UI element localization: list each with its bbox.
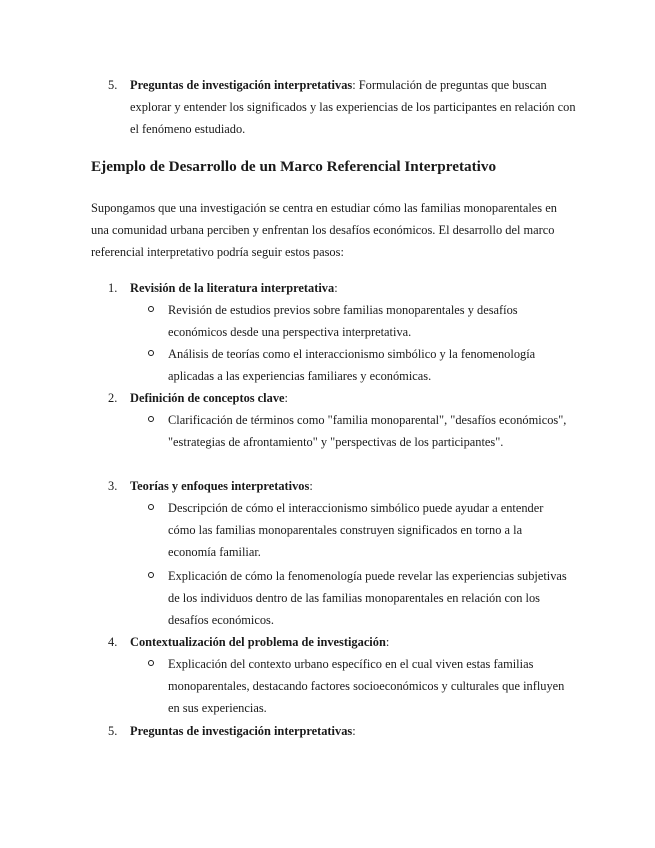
bullet-icon: [148, 504, 154, 510]
step-suffix: :: [352, 724, 356, 738]
step-4-bullet-1: [148, 653, 568, 719]
item-number: 5.: [108, 78, 118, 92]
bullet-text: Descripción de cómo el interaccionismo simbólico puede ayudar a entender cómo las familias monoparentales construyen significados en torno a la economía familiar.: [168, 501, 544, 559]
step-label: Teorías y enfoques interpretativos: [130, 479, 310, 493]
step-label: Definición de conceptos clave: [130, 391, 285, 405]
item-label: Preguntas de investigación interpretativas: [130, 78, 353, 92]
list-item: [108, 74, 578, 140]
intro-paragraph: Supongamos que una investigación se centra en estudiar cómo las familias monoparentales en una comunidad urbana perciben y enfrentan los desafíos económicos. El desarrollo del marco referencial interpretativo podría seguir estos pasos:: [91, 201, 557, 259]
bullet-icon: [148, 306, 154, 312]
step-suffix: :: [385, 635, 390, 649]
step-number: 1.: [108, 281, 118, 295]
step-item-1: [108, 277, 578, 299]
step-title: [130, 277, 578, 299]
bullet-icon: [148, 416, 154, 422]
step-suffix: :: [284, 391, 288, 405]
step-item-5: [108, 720, 578, 742]
step-1-bullet-1: [148, 299, 568, 343]
bullet-text: Explicación de cómo la fenomenología puede revelar las experiencias subjetivas de los individuos dentro de las familias monoparentales en relación con los desafíos económicos.: [168, 569, 567, 627]
step-suffix: :: [309, 479, 313, 493]
step-title: [130, 475, 578, 497]
step-1-bullet-2: [148, 343, 568, 387]
step-number: 3.: [108, 479, 118, 493]
step-3-bullet-2: [148, 565, 568, 631]
item-text: : Formulación de preguntas que buscan explorar y entender los significados y las experiencias de los participantes en relación con el fenómeno estudiado.: [130, 78, 576, 136]
section-heading: Ejemplo de Desarrollo de un Marco Referencial Interpretativo: [91, 158, 497, 175]
step-3-bullet-1: [148, 497, 568, 563]
item-body: [130, 74, 578, 140]
bullet-icon: [148, 660, 154, 666]
step-number: 2.: [108, 391, 118, 405]
step-item-4: [108, 631, 578, 653]
bullet-icon: [148, 572, 154, 578]
step-item-3: [108, 475, 578, 497]
step-title: [130, 631, 578, 653]
bullet-icon: [148, 350, 154, 356]
step-title: [130, 720, 578, 742]
bullet-text: Clarificación de términos como "familia monoparental", "desafíos económicos", "estrategias de afrontamiento" y "perspectivas de los participantes".: [168, 413, 567, 449]
step-item-2: [108, 387, 578, 409]
step-label: Contextualización del problema de investigación: [130, 635, 386, 649]
step-label: Revisión de la literatura interpretativa: [130, 281, 335, 295]
bullet-text: Explicación del contexto urbano específico en el cual viven estas familias monoparentales, destacando factores socioeconómicos y culturales que influyen en sus experiencias.: [168, 657, 565, 715]
step-2-bullet-1: [148, 409, 568, 453]
step-suffix: :: [334, 281, 338, 295]
step-title: [130, 387, 578, 409]
step-label: Preguntas de investigación interpretativas: [130, 724, 353, 738]
step-number: 5.: [108, 724, 118, 738]
step-number: 4.: [108, 635, 118, 649]
bullet-text: Revisión de estudios previos sobre familias monoparentales y desafíos económicos desde una perspectiva interpretativa.: [168, 303, 518, 339]
bullet-text: Análisis de teorías como el interaccionismo simbólico y la fenomenología aplicadas a las experiencias familiares y económicas.: [168, 347, 536, 383]
